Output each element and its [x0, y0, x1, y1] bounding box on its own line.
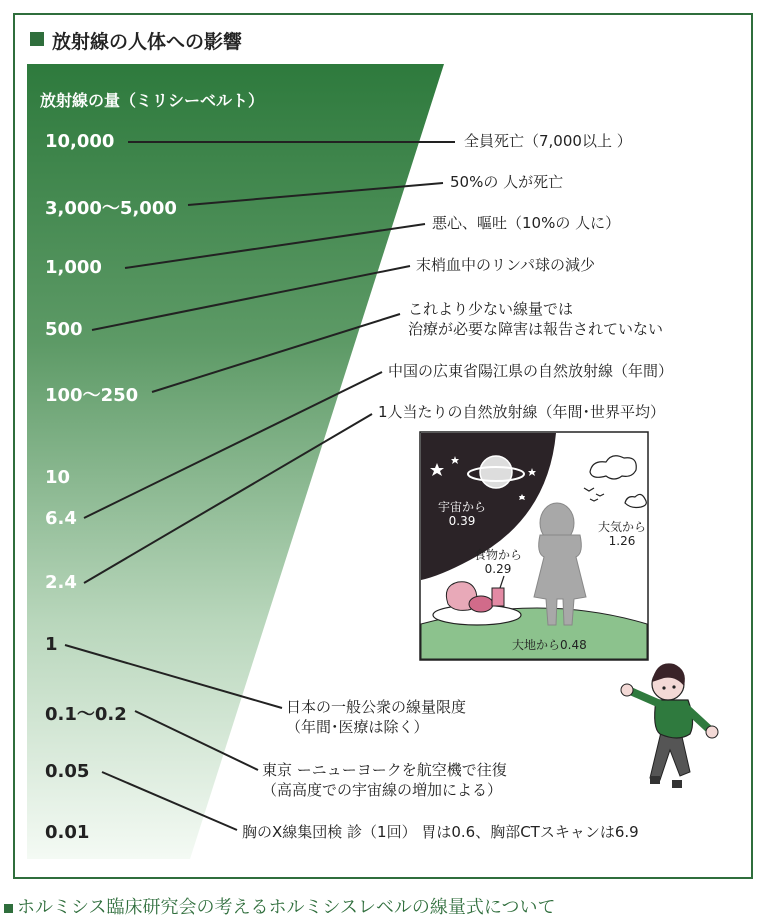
- dose-label: 500: [45, 319, 83, 340]
- dose-label: 0.05: [45, 761, 90, 782]
- boy-character-icon: [621, 663, 718, 788]
- dose-label: 2.4: [45, 572, 77, 593]
- effect-label: 50%の 人が死亡: [450, 173, 564, 191]
- diagram-title: 放射線の人体への影響: [52, 31, 243, 53]
- effect-label: 末梢血中のリンパ球の減少: [416, 256, 595, 274]
- effect-label: 東京 ーニューヨークを航空機で往復: [262, 761, 507, 779]
- dose-label: 100～250: [45, 385, 139, 406]
- dose-label: 0.01: [45, 822, 90, 843]
- unit-label: 放射線の量（ミリシーベルト）: [40, 91, 265, 110]
- dose-label: 1,000: [45, 257, 102, 278]
- dose-label: 3,000～5,000: [45, 198, 177, 219]
- dose-label: 6.4: [45, 508, 77, 529]
- effect-label: これより少ない線量では: [408, 300, 574, 318]
- dose-wedge: [27, 64, 444, 859]
- effect-label: 日本の一般公衆の線量限度: [286, 698, 467, 716]
- effect-label: 胸のX線集団検 診（1回） 胃は0.6、胸部CTスキャンは6.9: [242, 823, 639, 841]
- caption-text: ホルミシス臨床研究会の考えるホルミシスレベルの線量式について: [17, 897, 556, 918]
- dose-label: 10,000: [45, 131, 115, 152]
- effect-label: （高高度での宇宙線の増加による）: [262, 781, 503, 799]
- effect-label: 全員死亡（7,000以上 ）: [464, 132, 632, 150]
- effect-label: 悪心、嘔吐（10%の 人に）: [432, 214, 621, 232]
- effect-label: 1人当たりの自然放射線（年間･世界平均）: [378, 403, 666, 421]
- caption-link[interactable]: [4, 893, 556, 919]
- dose-label: 10: [45, 467, 71, 488]
- dose-label: 1: [45, 634, 58, 655]
- effect-label: （年間･医療は除く）: [286, 718, 429, 736]
- caption-square-icon: [4, 904, 13, 913]
- food-label: 食物から 0.29: [474, 548, 523, 576]
- ground-label: 大地から0.48: [512, 638, 587, 652]
- effect-label: 治療が必要な障害は報告されていない: [408, 320, 664, 338]
- space-label: 宇宙から 0.39: [438, 500, 487, 528]
- dose-label: 0.1～0.2: [45, 704, 127, 725]
- effect-label: 中国の広東省陽江県の自然放射線（年間）: [388, 362, 674, 380]
- air-label: 大気から 1.26: [598, 520, 647, 548]
